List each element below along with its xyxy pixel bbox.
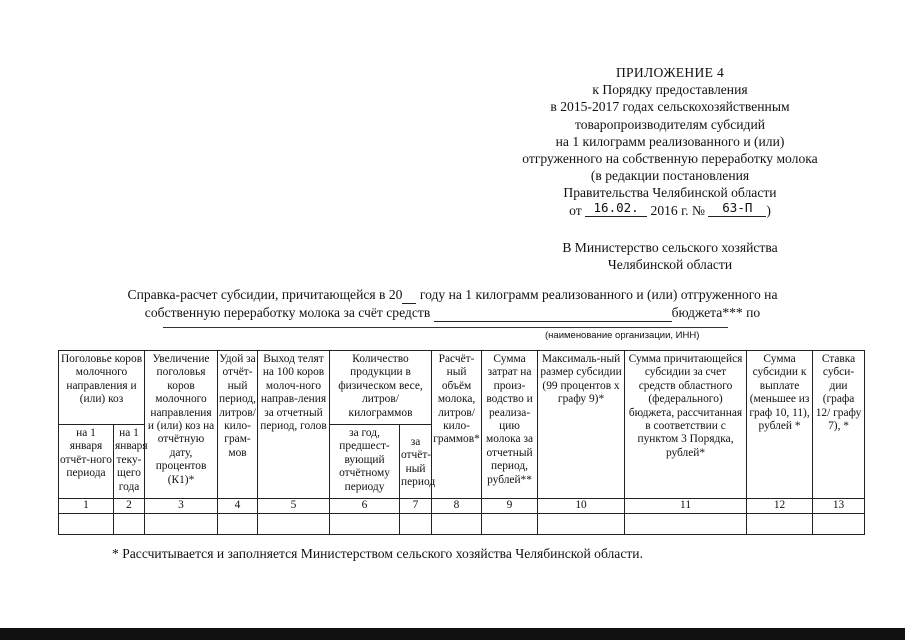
data-entry-row [59, 514, 865, 535]
appendix-line: (в редакции постановления [590, 168, 750, 184]
column-number: 11 [625, 499, 747, 514]
table-header-row [59, 351, 865, 425]
column-number: 7 [400, 499, 432, 514]
organization-blank-line [163, 327, 728, 328]
year-blank [402, 286, 416, 304]
header-product-quantity-group: Количество продукции в физическом весе, литров/ килограммов [330, 351, 432, 425]
header-calculated-milk-volume: Расчёт-ный объём молока, литров/ кило-граммов* [432, 351, 482, 499]
data-cell[interactable] [747, 514, 813, 535]
column-number: 3 [145, 499, 218, 514]
resolution-date-line [470, 199, 870, 220]
budget-blank [434, 304, 672, 322]
header-milk-yield: Удой за отчёт-ный период, литров/ кило-грам-мов [218, 351, 258, 499]
scan-border [0, 628, 905, 640]
column-number: 10 [538, 499, 625, 514]
data-cell[interactable] [813, 514, 865, 535]
column-number: 8 [432, 499, 482, 514]
appendix-line: на 1 килограмм реализованного и (или) [555, 133, 785, 149]
header-quantity-reporting-period: за отчёт-ный период [400, 425, 432, 499]
calc-heading-text: бюджета*** по [671, 305, 761, 321]
subsidy-table [58, 350, 865, 535]
addressee-block [470, 239, 870, 273]
header-max-subsidy: Максималь-ный размер субсидии (99 процентов х графу 9)* [538, 351, 625, 499]
appendix-line: Правительства Челябинской области [563, 185, 777, 201]
column-number-row [59, 499, 865, 514]
calc-heading-line-1 [50, 286, 855, 304]
data-cell[interactable] [482, 514, 538, 535]
header-payable-subsidy: Сумма субсидии к выплате (меньшее из граф 10, 11), рублей * [747, 351, 813, 499]
data-cell[interactable] [400, 514, 432, 535]
column-number: 13 [813, 499, 865, 514]
header-subsidy-rate: Ставка субси-дии (графа 12/ графу 7), * [813, 351, 865, 499]
appendix-header [470, 64, 870, 220]
data-cell[interactable] [625, 514, 747, 535]
close-paren: ) [766, 202, 771, 218]
column-number: 2 [114, 499, 145, 514]
header-livestock-group: Поголовье коров молочного направления и (или) коз [59, 351, 145, 425]
header-livestock-current-year: на 1 января теку-щего года [114, 425, 145, 499]
header-quantity-previous-year: за год, предшест-вующий отчётному периоду [330, 425, 400, 499]
addressee-line-2: Челябинской области [607, 257, 733, 273]
year-text: 2016 г. № [650, 202, 705, 218]
calc-heading-text: Справка-расчет субсидии, причитающейся в 20 [127, 287, 403, 302]
handwritten-number: 63-П [708, 199, 766, 217]
addressee-line-1: В Министерство сельского хозяйства [562, 240, 778, 255]
calc-heading-text: году на 1 килограмм реализованного и (или) отгруженного на [416, 287, 778, 302]
organization-note: (наименование организации, ИНН) [545, 330, 700, 341]
data-cell[interactable] [114, 514, 145, 535]
data-cell[interactable] [432, 514, 482, 535]
header-calves-output: Выход телят на 100 коров молоч-ного направ-ления за отчетный период, голов [258, 351, 330, 499]
calc-heading-line-2 [50, 304, 855, 322]
calc-heading-text: собственную переработку молока за счёт средств [144, 305, 434, 321]
footnote: * Рассчитывается и заполняется Министерством сельского хозяйства Челябинской области. [112, 546, 643, 561]
header-due-subsidy: Сумма причитающейся субсидии за счет средств областного (федерального) бюджета, рассчитанная в соответствии с пунктом 3 Порядка, рублей* [625, 351, 747, 499]
column-number: 5 [258, 499, 330, 514]
data-cell[interactable] [59, 514, 114, 535]
appendix-line: к Порядку предоставления [592, 82, 748, 98]
header-livestock-start-period: на 1 января отчёт-ного периода [59, 425, 114, 499]
appendix-line: товаропроизводителям субсидий [574, 116, 766, 132]
calc-heading [50, 286, 855, 322]
header-livestock-increase: Увеличение поголовья коров молочного направления и (или) коз на отчётную дату, процентов (К1)* [145, 351, 218, 499]
header-costs: Сумма затрат на произ-водство и реализа-цию молока за отчетный период, рублей** [482, 351, 538, 499]
data-cell[interactable] [330, 514, 400, 535]
data-cell[interactable] [538, 514, 625, 535]
column-number: 1 [59, 499, 114, 514]
column-number: 12 [747, 499, 813, 514]
appendix-line: отгруженного на собственную переработку молока [522, 151, 818, 167]
date-prefix: от [569, 202, 582, 218]
appendix-title: ПРИЛОЖЕНИЕ 4 [615, 65, 725, 80]
appendix-line: в 2015-2017 годах сельскохозяйственным [550, 99, 790, 115]
handwritten-date: 16.02. [585, 199, 647, 217]
column-number: 6 [330, 499, 400, 514]
column-number: 9 [482, 499, 538, 514]
data-cell[interactable] [218, 514, 258, 535]
column-number: 4 [218, 499, 258, 514]
data-cell[interactable] [145, 514, 218, 535]
data-cell[interactable] [258, 514, 330, 535]
